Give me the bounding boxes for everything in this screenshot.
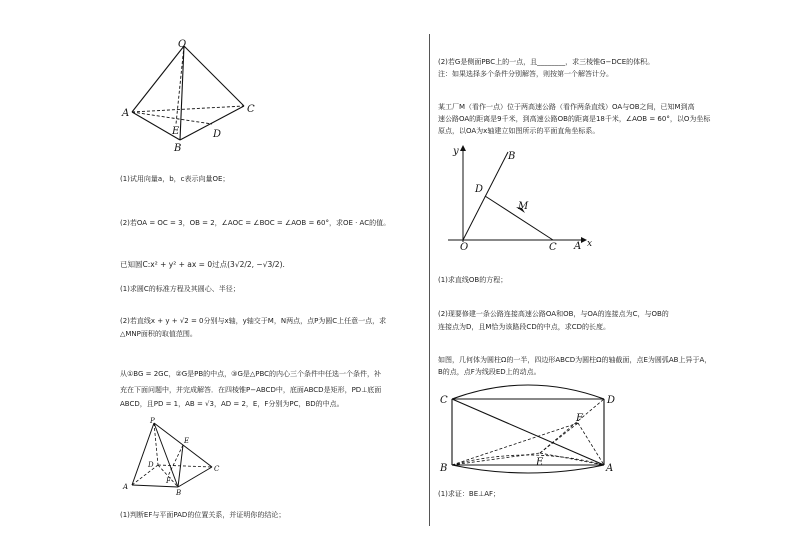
cylinder-question-1: (1)求证：BE⊥AF； — [438, 490, 501, 498]
factory-line3: 原点，以OA为x轴建立如图所示的平面直角坐标系。 — [438, 127, 600, 135]
label-F: F — [166, 477, 171, 485]
pyramid-question-1: (1)判断EF与平面PAD的位置关系，并证明你的结论； — [120, 511, 286, 519]
label-A: A — [122, 108, 130, 119]
label-B: B — [174, 143, 182, 154]
label-A: A — [606, 463, 614, 474]
label-C: C — [247, 104, 255, 115]
pyramid-question-2: (2)若G是侧面PBC上的一点，且________，求三棱锥G−DCE的体积。 — [438, 58, 655, 66]
cylinder-line2: B的点，点F为线段ED上的动点。 — [438, 368, 541, 376]
circle-intro: 已知圆C:x² + y² + ax = 0过点(3√2/2, −√3/2). — [120, 260, 285, 269]
tetrahedron-figure — [120, 38, 260, 153]
label-x: x — [587, 239, 593, 249]
factory-question-1: (1)求直线OB的方程； — [438, 276, 508, 284]
label-C: C — [440, 395, 448, 406]
label-B: B — [176, 489, 182, 497]
coordinate-figure — [438, 142, 598, 252]
label-B: B — [440, 463, 448, 474]
factory-line1: 某工厂M（看作一点）位于两高速公路（看作两条直线）OA与OB之间，已知M到高 — [438, 103, 695, 111]
choose-condition-line1: 从①BG = 2GC，②G是PB的中点，③G是△PBC的内心三个条件中任选一个条件，补 — [120, 370, 382, 378]
label-O: O — [178, 39, 187, 50]
label-P: P — [150, 417, 155, 425]
factory-question-2-line1: (2)现要修建一条公路连接高速公路OA和OB，与OA的连接点为C，与OB的 — [438, 310, 669, 318]
label-F: F — [576, 413, 583, 424]
label-A: A — [123, 483, 129, 491]
label-E: E — [184, 437, 190, 445]
pyramid-figure — [120, 415, 230, 495]
circle-question-2-line2: △MNP面积的取值范围。 — [120, 330, 197, 338]
label-C: C — [549, 242, 557, 253]
label-E: E — [536, 457, 544, 468]
label-D: D — [213, 129, 222, 140]
question-2: (2)若OA = OC = 3，OB = 2，∠AOC = ∠BOC = ∠AOB = 60°，求OE · AC的值。 — [120, 219, 391, 227]
factory-question-2-line2: 连接点为D，且M恰为该路段CD的中点，求CD的长度。 — [438, 323, 610, 331]
label-D: D — [475, 184, 484, 195]
choose-condition-line2: 充在下面问题中，并完成解答．在四棱锥P−ABCD中，底面ABCD是矩形，PD⊥底面 — [120, 386, 382, 394]
label-B: B — [508, 151, 516, 162]
column-divider — [429, 34, 430, 526]
circle-question-2-line1: (2)若直线x + y + √2 = 0分别与x轴，y轴交于M，N两点，点P为圆C上任意一点，求 — [120, 317, 387, 325]
label-A: A — [574, 241, 582, 252]
label-C: C — [214, 465, 220, 473]
label-y: y — [453, 146, 459, 157]
label-D: D — [607, 395, 616, 406]
question-1: (1)试用向量a，b，c表示向量OE； — [120, 175, 230, 183]
label-D: D — [148, 461, 154, 469]
half-cylinder-figure — [438, 383, 618, 481]
choose-condition-line3: ABCD，且PD = 1，AB = √3，AD = 2，E，F分别为PC，BD的中点。 — [120, 400, 344, 408]
factory-line2: 速公路OA的距离是9千米，到高速公路OB的距离是18千米，∠AOB = 60°，以O为坐标 — [438, 115, 711, 123]
label-O: O — [460, 242, 469, 253]
label-M: M — [518, 201, 529, 212]
cylinder-line1: 如图，几何体为圆柱Ω的一半，四边形ABCD为圆柱Ω的轴截面，点E为圆弧AB上异于A， — [438, 356, 712, 364]
label-E: E — [172, 126, 180, 137]
circle-question-1: (1)求圆C的标准方程及其圆心、半径； — [120, 285, 240, 293]
note: 注：如果选择多个条件分别解答，则按第一个解答计分。 — [438, 70, 613, 78]
